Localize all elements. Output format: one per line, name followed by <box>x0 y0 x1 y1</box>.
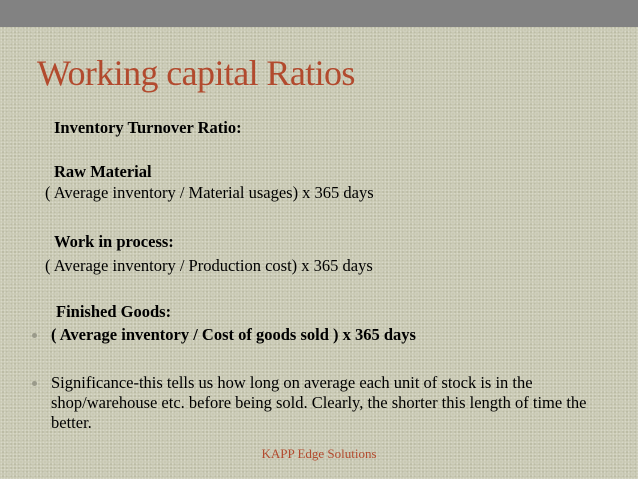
significance-text: Significance-this tells us how long on average each unit of stock is in the shop/warehouse etc. before being sold. Clearly, the shorter this length of time the better. <box>51 373 587 432</box>
work-in-process-label: Work in process: <box>54 232 174 251</box>
bullet-icon <box>32 333 37 338</box>
raw-material-label: Raw Material <box>54 162 152 181</box>
finished-goods-formula: ( Average inventory / Cost of goods sold ) x 365 days <box>51 325 416 344</box>
slide-title: Working capital Ratios <box>37 53 355 93</box>
footer-text: KAPP Edge Solutions <box>261 446 377 461</box>
bullet-icon <box>32 381 37 386</box>
finished-goods-label: Finished Goods: <box>56 302 172 321</box>
inventory-turnover-heading: Inventory Turnover Ratio: <box>54 118 242 137</box>
top-bar <box>0 0 638 27</box>
raw-material-formula: ( Average inventory / Material usages) x 365 days <box>45 183 374 202</box>
work-in-process-formula: ( Average inventory / Production cost) x 365 days <box>45 256 373 275</box>
